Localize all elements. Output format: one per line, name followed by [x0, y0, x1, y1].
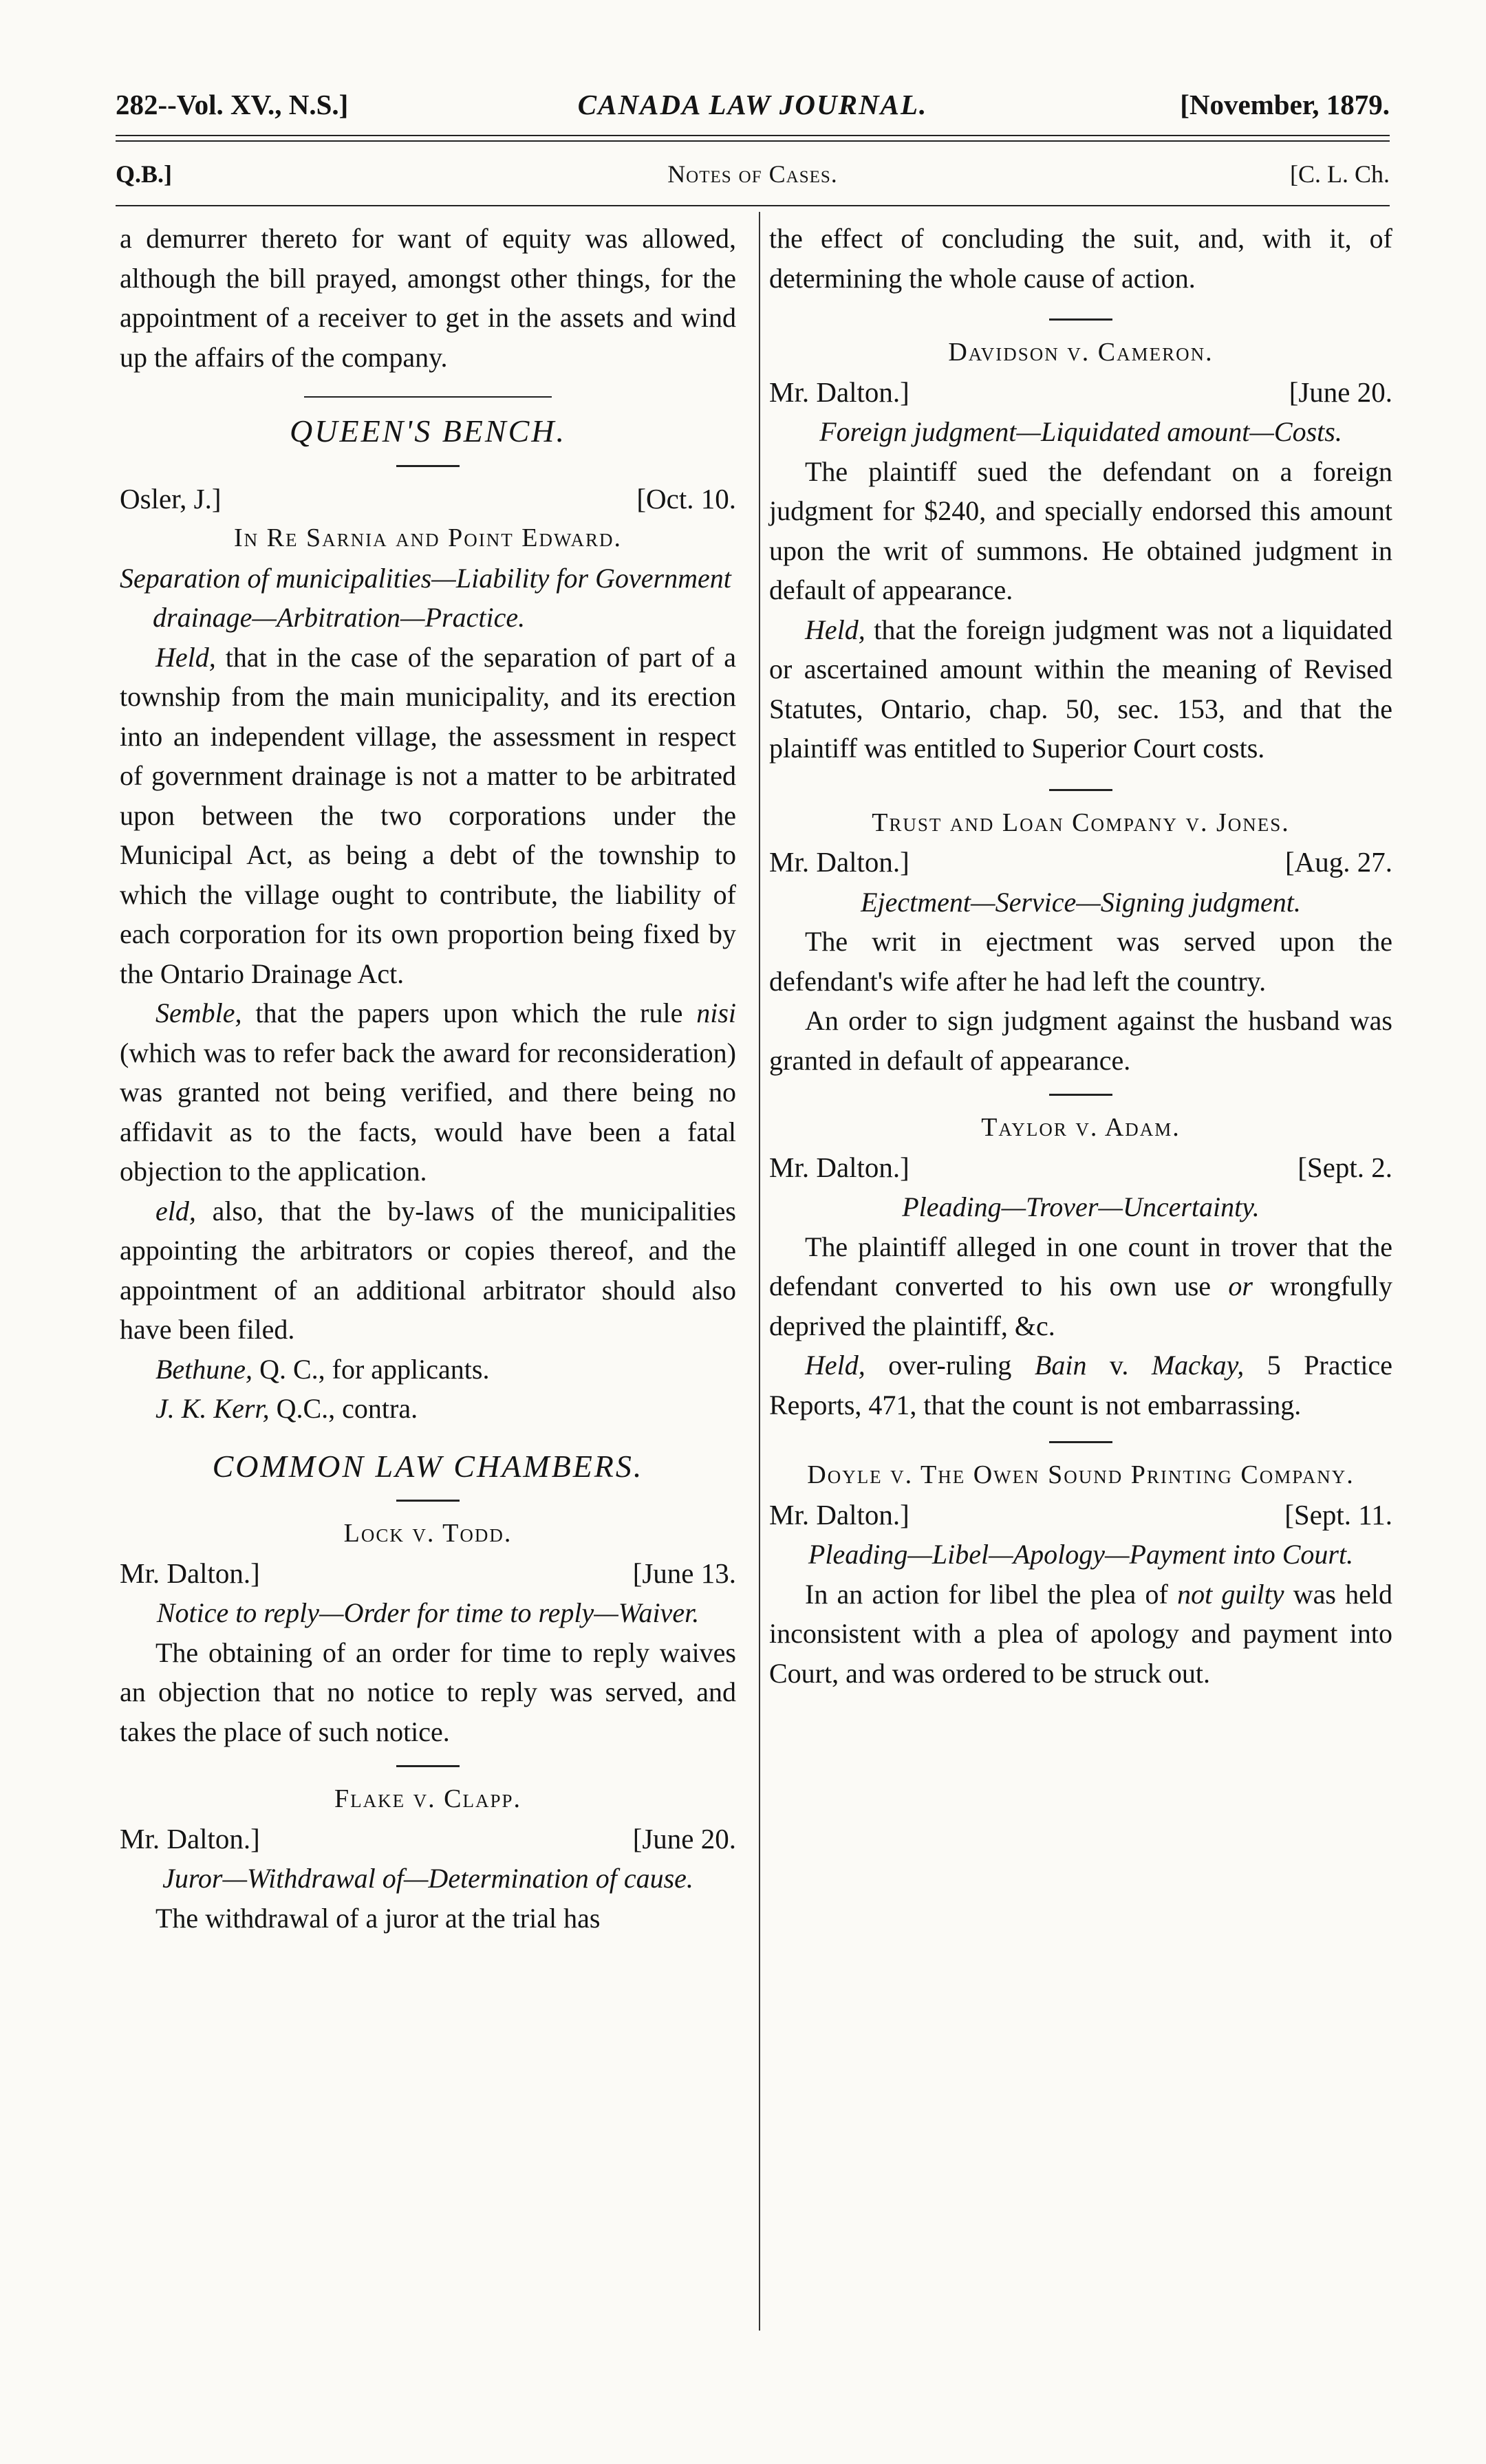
case-topic: Foreign judgment—Liquidated amount—Costs.	[819, 416, 1342, 447]
case-date: [June 20.	[632, 1822, 736, 1855]
semble-word: Semble,	[155, 997, 242, 1028]
header-double-rule	[116, 135, 1390, 142]
section-right: [C. L. Ch.	[1289, 160, 1390, 188]
judge-line	[769, 1148, 1392, 1188]
case-text: The plaintiff alleged in one count in trover that the defendant converted to his own use or wrongfully deprived the plaintiff, &c.	[769, 1231, 1392, 1341]
running-head	[116, 88, 1390, 129]
judge-name: Mr. Dalton.]	[769, 846, 909, 878]
case-name: Trust and Loan Company v. Jones.	[872, 808, 1290, 837]
divider-rule	[304, 396, 552, 398]
case-topic: Pleading—Libel—Apology—Payment into Court.	[808, 1539, 1354, 1570]
semble-paragraph: Semble, that the papers upon which the rule nisi (which was to refer back the award for reconsideration) was granted not being verified, and there being no affidavit as to the facts, would have been a fatal objection to the application.	[120, 997, 736, 1187]
divider-rule	[1049, 789, 1112, 791]
case-name: Flake v. Clapp.	[334, 1784, 521, 1813]
right-column	[769, 219, 1392, 1693]
section-title: Notes of Cases.	[667, 160, 838, 188]
intro-paragraph: a demurrer thereto for want of equity was allowed, although the bill prayed, amongst other things, for the appointment of a receiver to get in the assets and wind up the affairs of the company.	[120, 223, 736, 373]
held-word: Held,	[155, 641, 216, 673]
judge-line	[769, 843, 1392, 883]
judge-name: Osler, J.]	[120, 482, 222, 515]
divider-rule	[396, 1500, 460, 1502]
judge-name: Mr. Dalton.]	[769, 1151, 909, 1183]
case-topic: Ejectment—Service—Signing judgment.	[861, 886, 1301, 918]
case-topic: Juror—Withdrawal of—Determination of cause.	[162, 1863, 693, 1894]
case-name: Davidson v. Cameron.	[948, 338, 1214, 367]
held-paragraph: Held, that the foreign judgment was not a liquidated or ascertained amount within the meaning of Revised Statutes, Ontario, chap. 50, sec. 153, and that the plaintiff was entitled to Superior Court costs.	[769, 614, 1392, 764]
judge-line	[769, 1495, 1392, 1535]
court-title-common-law-chambers: COMMON LAW CHAMBERS.	[212, 1448, 644, 1484]
case-date: [June 20.	[1289, 376, 1392, 408]
section-rule	[116, 205, 1390, 206]
case-topic: Notice to reply—Order for time to reply—Waiver.	[156, 1597, 700, 1628]
case-name: Doyle v. The Owen Sound Printing Company.	[807, 1460, 1355, 1489]
judge-name: Mr. Dalton.]	[769, 1498, 909, 1531]
court-title-queens-bench: QUEEN'S BENCH.	[290, 413, 566, 449]
case-name: In Re Sarnia and Point Edward.	[234, 523, 622, 552]
case-text: The plaintiff sued the defendant on a foreign judgment for $240, and specially endorsed this amount upon the writ of summons. He obtained judgment in default of appearance.	[769, 455, 1392, 605]
divider-rule	[1049, 1094, 1112, 1096]
case-text: The obtaining of an order for time to reply waives an objection that no notice to reply was served, and takes the place of such notice.	[120, 1636, 736, 1747]
judge-line	[769, 373, 1392, 413]
case-date: [Sept. 2.	[1297, 1151, 1392, 1183]
judge-name: Mr. Dalton.]	[120, 1822, 260, 1855]
judge-name: Mr. Dalton.]	[120, 1557, 260, 1589]
case-text: The writ in ejectment was served upon the defendant's wife after he had left the country.	[769, 926, 1392, 997]
case-name: Taylor v. Adam.	[981, 1113, 1181, 1142]
judge-line	[120, 1819, 736, 1859]
held-paragraph: Held, over-ruling Bain v. Mackay, 5 Practice Reports, 471, that the count is not embarrassing.	[769, 1350, 1392, 1420]
case-date: [June 13.	[632, 1557, 736, 1589]
case-text: An order to sign judgment against the husband was granted in default of appearance.	[769, 1005, 1392, 1076]
held-paragraph: Held, that in the case of the separation of part of a township from the main municipality, and its erection into an independent village, the assessment in respect of government drainage is not a matter to be arbitrated upon between the two corporations under the Municipal Act, as being a debt of the township to which the village ought to contribute, the liability of each corporation for its own proportion being fixed by the Ontario Drainage Act.	[120, 641, 736, 989]
eld-paragraph: eld, also, that the by-laws of the municipalities appointing the arbitrators or copies thereof, and the appointment of an additional arbitrator should also have been filed.	[120, 1195, 736, 1345]
case-date: [Oct. 10.	[636, 482, 736, 515]
case-text: In an action for libel the plea of not guilty was held inconsistent with a plea of apology and payment into Court, and was ordered to be struck out.	[769, 1578, 1392, 1689]
counsel-line: J. K. Kerr, Q.C., contra.	[155, 1393, 418, 1424]
case-name: Lock v. Todd.	[343, 1519, 513, 1548]
case-date: [Sept. 11.	[1284, 1498, 1392, 1531]
journal-title: CANADA LAW JOURNAL.	[577, 89, 928, 120]
judge-line	[120, 479, 736, 519]
divider-rule	[396, 465, 460, 467]
continued-paragraph: the effect of concluding the suit, and, with it, of determining the whole cause of action.	[769, 223, 1392, 294]
section-head	[116, 160, 1390, 194]
left-column	[120, 219, 736, 1938]
divider-rule	[396, 1765, 460, 1767]
section-left: Q.B.]	[116, 160, 173, 188]
counsel-line: Bethune, Q. C., for applicants.	[155, 1353, 490, 1385]
judge-line	[120, 1554, 736, 1594]
issue-date: [November, 1879.	[1180, 89, 1390, 120]
case-topic: Pleading—Trover—Uncertainty.	[902, 1191, 1260, 1222]
column-divider	[759, 212, 760, 2331]
divider-rule	[1049, 318, 1112, 321]
case-text: The withdrawal of a juror at the trial has	[155, 1902, 601, 1934]
divider-rule	[1049, 1441, 1112, 1443]
case-topic: Separation of municipalities—Liability for Government drainage—Arbitration—Practice.	[120, 562, 731, 633]
case-date: [Aug. 27.	[1284, 846, 1392, 878]
judge-name: Mr. Dalton.]	[769, 376, 909, 408]
page-volume: 282--Vol. XV., N.S.]	[116, 89, 349, 120]
